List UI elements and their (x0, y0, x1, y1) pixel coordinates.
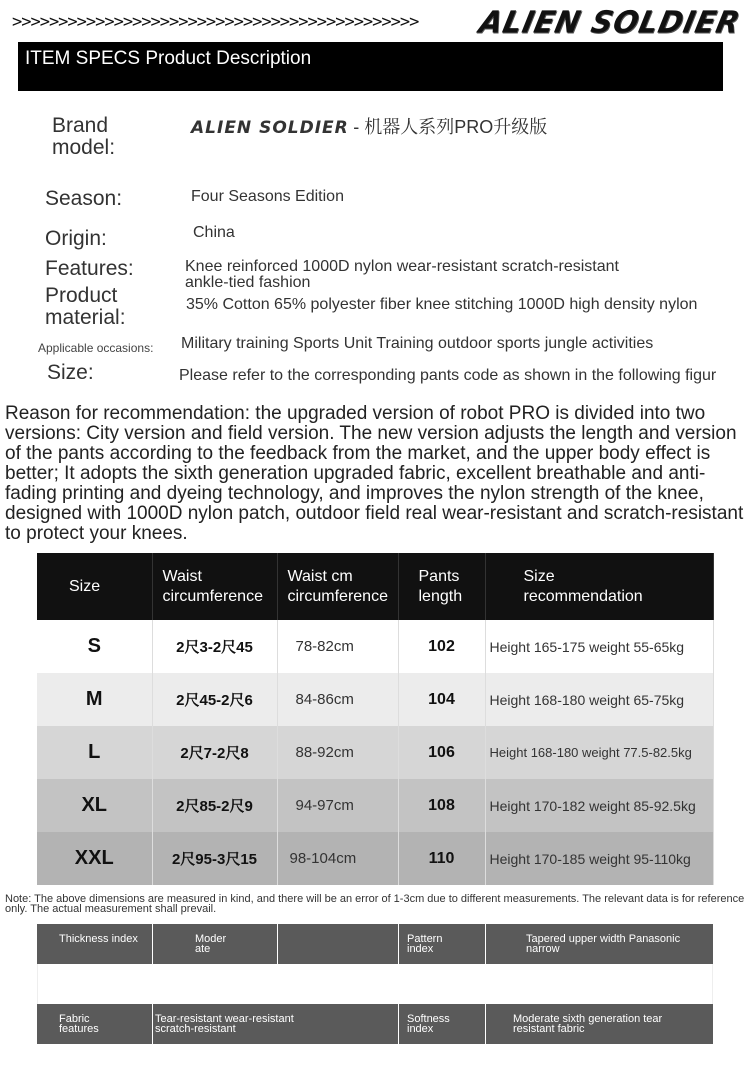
softness-label: Softness index (407, 1013, 450, 1035)
size-label: Size: (47, 361, 94, 384)
waist-cell: 2尺85-2尺9 (152, 779, 277, 832)
thickness-label: Thickness index (59, 933, 138, 945)
recommendation-cell: Height 165-175 weight 55-65kg (485, 620, 713, 673)
recommendation-cell: Height 170-185 weight 95-110kg (485, 832, 713, 885)
material-value: 35% Cotton 65% polyester fiber knee stitching 1000D high density nylon (186, 296, 698, 313)
table-row (37, 726, 713, 779)
features-label: Features: (45, 257, 134, 280)
brand-model-label: Brand model: (52, 114, 116, 159)
table-row (37, 620, 713, 673)
size-cell: L (37, 726, 152, 779)
material-label: Product material: (45, 284, 126, 329)
size-value: Please refer to the corresponding pants code as shown in the following figur (179, 367, 717, 384)
length-cell: 102 (398, 620, 485, 673)
brand-model-value (191, 119, 547, 137)
occasions-label: Applicable occasions: (38, 341, 154, 355)
thickness-value: Moder ate (195, 933, 227, 955)
size-chart-header-row (37, 553, 713, 620)
table-row (37, 779, 713, 832)
attributes-table (37, 924, 713, 1044)
season-label: Season: (45, 187, 123, 210)
waist-cm-cell: 78-82cm (277, 620, 398, 673)
pattern-label: Pattern index (407, 933, 443, 955)
size-cell: S (37, 620, 152, 673)
recommendation-cell: Height 168-180 weight 65-75kg (485, 673, 713, 726)
size-recommendation-header: Size recommendation (485, 553, 713, 620)
size-cell: XXL (37, 832, 152, 885)
waist-header: Waist circumference (152, 553, 277, 620)
pattern-value: Tapered upper width Panasonic narrow (526, 933, 681, 955)
features-value-line1: Knee reinforced 1000D nylon wear-resistant scratch-resistant (185, 258, 619, 275)
size-cell: XL (37, 779, 152, 832)
waist-cm-cell: 88-92cm (277, 726, 398, 779)
length-cell: 108 (398, 779, 485, 832)
attributes-row-top (37, 924, 713, 964)
waist-cell: 2尺3-2尺45 (152, 620, 277, 673)
table-row (37, 832, 713, 885)
table-row (37, 673, 713, 726)
occasions-value: Military training Sports Unit Training outdoor sports jungle activities (181, 335, 654, 352)
header-bar (18, 42, 723, 91)
size-chart-table (37, 553, 714, 885)
header-title: ITEM SPECS Product Description (25, 48, 312, 69)
origin-label: Origin: (45, 227, 107, 250)
waist-cm-header: Waist cm circumference (277, 553, 398, 620)
waist-cell: 2尺95-3尺15 (152, 832, 277, 885)
length-cell: 110 (398, 832, 485, 885)
waist-cm-cell: 98-104cm (277, 832, 398, 885)
waist-cell: 2尺7-2尺8 (152, 726, 277, 779)
recommendation-cell: Height 170-182 weight 85-92.5kg (485, 779, 713, 832)
waist-cm-cell: 84-86cm (277, 673, 398, 726)
size-header: Size (37, 553, 152, 620)
measurement-note: Note: The above dimensions are measured in kind, and there will be an error of 1-3cm due to different measurements. The relevant data is for reference only. The actual measurement shall prevail. (5, 893, 745, 915)
length-cell: 106 (398, 726, 485, 779)
recommendation-text: Reason for recommendation: the upgraded version of robot PRO is divided into two versions: City version and field version. The new version adjusts the length and version of the pants according to the feedback from the market, and the upper body effect is better; It adopts the sixth generation upgraded fabric, excellent breathable and anti-fading printing and dyeing technology, and improves the nylon strength of the knee, designed with 1000D nylon patch, outdoor field real wear-resistant and scratch-resistant to protect your knees. (5, 403, 744, 544)
brand-logo: ALIEN SOLDIER (476, 4, 744, 40)
length-cell: 104 (398, 673, 485, 726)
recommendation-cell: Height 168-180 weight 77.5-82.5kg (485, 726, 713, 779)
attributes-spacer-row (37, 964, 713, 1004)
softness-value: Moderate sixth generation tear resistant fabric (513, 1013, 663, 1035)
size-cell: M (37, 673, 152, 726)
attributes-row-bottom (37, 1004, 713, 1044)
waist-cm-cell: 94-97cm (277, 779, 398, 832)
fabric-features-label: Fabric features (59, 1013, 99, 1035)
brand-name: ALIEN SOLDIER (191, 118, 349, 138)
waist-cell: 2尺45-2尺6 (152, 673, 277, 726)
origin-value: China (193, 224, 235, 241)
decorative-arrows: >>>>>>>>>>>>>>>>>>>>>>>>>>>>>>>>>>>>>>>>>>>> (12, 12, 419, 32)
brand-series: - 机器人系列PRO升级版 (353, 117, 548, 137)
season-value: Four Seasons Edition (191, 188, 344, 205)
features-value-line2: ankle-tied fashion (185, 274, 311, 291)
pants-length-header: Pants length (398, 553, 485, 620)
fabric-features-value: Tear-resistant wear-resistant scratch-resistant (155, 1013, 294, 1035)
